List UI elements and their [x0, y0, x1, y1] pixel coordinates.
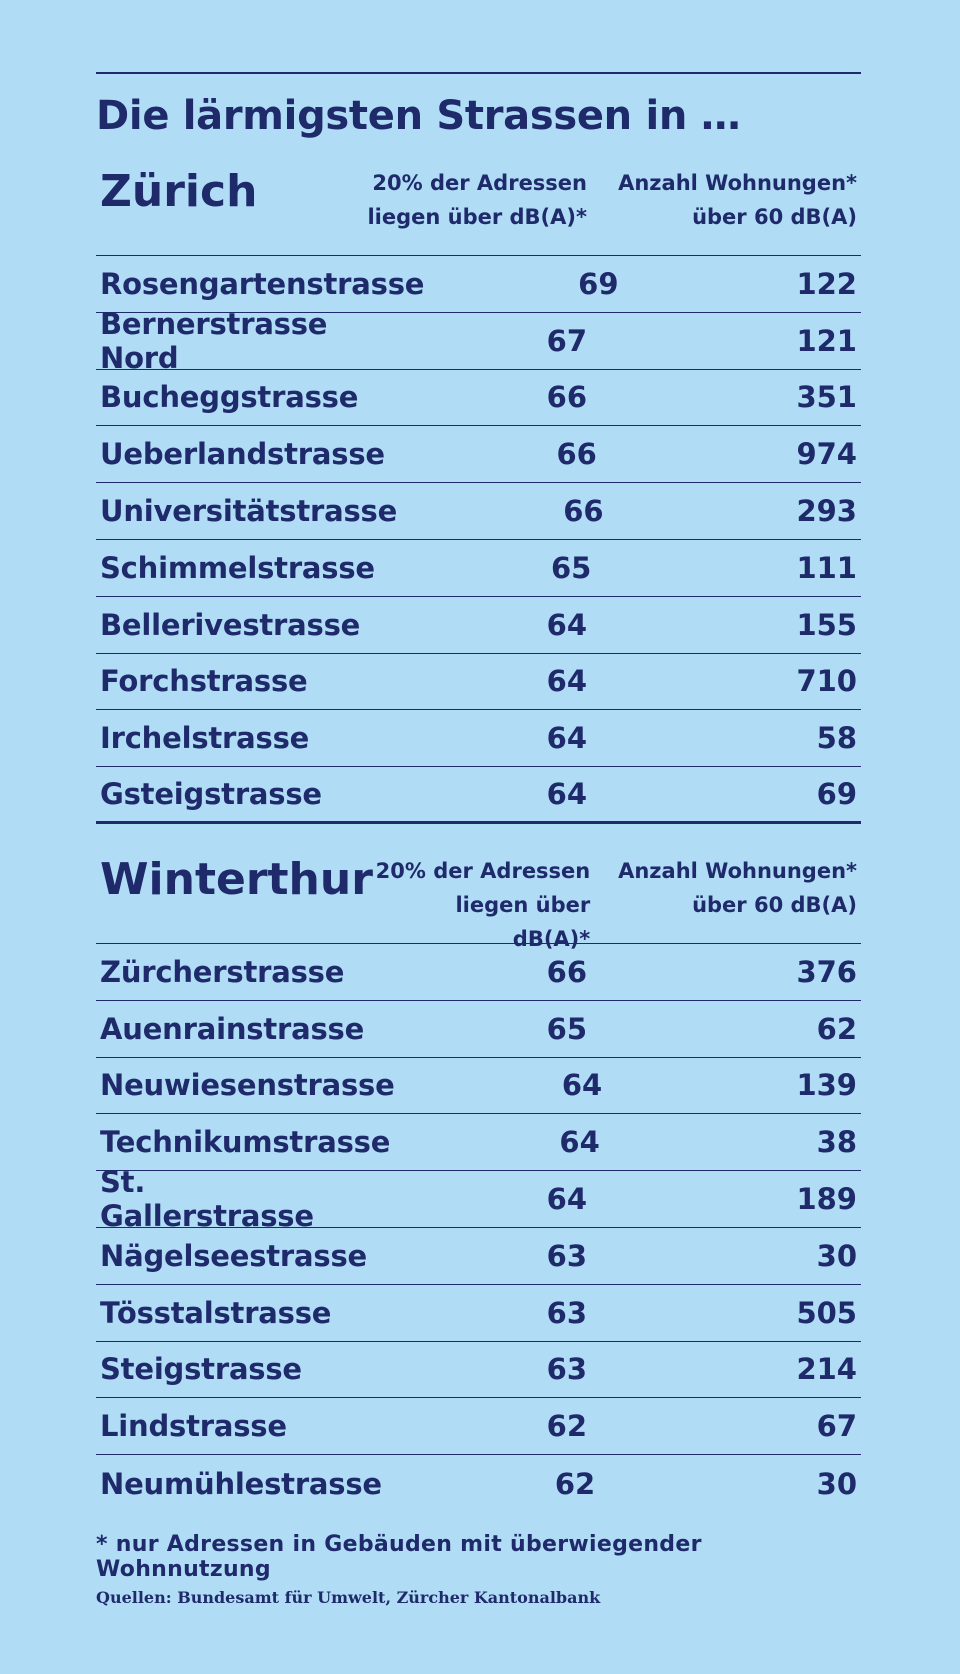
- count-value: 67: [816, 1409, 857, 1444]
- column-header-db: 20% der Adressen liegen über dB(A)*: [367, 171, 587, 229]
- street-name: Steigstrasse: [100, 1352, 302, 1387]
- street-name: Schimmelstrasse: [100, 550, 375, 585]
- count-value: 189: [796, 1182, 857, 1217]
- db-value: 65: [551, 550, 592, 585]
- db-value: 64: [546, 1182, 587, 1217]
- count-value: 58: [816, 721, 857, 756]
- table-row: [96, 540, 861, 597]
- count-value: 121: [796, 323, 857, 358]
- section-header: [96, 853, 861, 951]
- section-zurich: [96, 166, 861, 824]
- street-name: Tösstalstrasse: [100, 1295, 332, 1330]
- table-row: [96, 1001, 861, 1058]
- street-name: St. Gallerstrasse: [100, 1165, 314, 1234]
- db-value: 66: [546, 954, 587, 989]
- count-value: 293: [796, 494, 857, 529]
- table-row: [96, 1285, 861, 1342]
- count-value: 30: [816, 1238, 857, 1273]
- street-name: Neuwiesenstrasse: [100, 1068, 395, 1103]
- db-value: 66: [556, 437, 597, 472]
- count-value: 30: [816, 1466, 857, 1501]
- db-value: 64: [559, 1125, 600, 1160]
- db-value: 66: [546, 380, 587, 415]
- street-name: Zürcherstrasse: [100, 954, 345, 989]
- street-name: Technikumstrasse: [100, 1125, 391, 1160]
- street-name: Rosengartenstrasse: [100, 266, 425, 301]
- street-name: Gsteigstrasse: [100, 777, 322, 812]
- street-name: Ueberlandstrasse: [100, 437, 385, 472]
- table-body: [96, 944, 861, 1512]
- table-row: [96, 654, 861, 711]
- db-value: 66: [563, 494, 604, 529]
- count-value: 62: [816, 1011, 857, 1046]
- table-row: [96, 483, 861, 540]
- section-winterthur: [96, 854, 861, 1512]
- count-value: 376: [796, 954, 857, 989]
- table-row: [96, 306, 861, 375]
- table-row: [96, 1228, 861, 1285]
- table-row: [96, 1398, 861, 1455]
- table-row: [96, 426, 861, 483]
- db-value: 64: [546, 664, 587, 699]
- section-title: Zürich: [100, 166, 258, 217]
- count-value: 155: [796, 607, 857, 642]
- db-value: 64: [546, 607, 587, 642]
- table-row: [96, 767, 861, 824]
- db-value: 65: [546, 1011, 587, 1046]
- table-row: [96, 1455, 861, 1512]
- count-value: 351: [796, 380, 857, 415]
- footnote: * nur Adressen in Gebäuden mit überwiegender Wohnnutzung: [96, 1531, 702, 1582]
- street-name: Bernerstrasse Nord: [100, 306, 328, 375]
- count-value: 38: [816, 1125, 857, 1160]
- db-value: 69: [578, 266, 619, 301]
- column-header-count: Anzahl Wohnungen* über 60 dB(A): [618, 171, 857, 229]
- table-body: [96, 256, 861, 824]
- table-row: [96, 1342, 861, 1399]
- street-name: Forchstrasse: [100, 664, 308, 699]
- table-row: [96, 597, 861, 654]
- db-value: 64: [546, 777, 587, 812]
- content: [96, 72, 861, 1607]
- db-value: 63: [546, 1238, 587, 1273]
- db-value: 63: [546, 1352, 587, 1387]
- street-name: Irchelstrasse: [100, 721, 310, 756]
- db-value: 62: [554, 1466, 596, 1501]
- street-name: Neumühlestrasse: [100, 1466, 382, 1501]
- street-name: Universitätstrasse: [100, 494, 398, 529]
- count-value: 139: [796, 1068, 857, 1103]
- table-row: [96, 256, 861, 313]
- table-row: [96, 1114, 861, 1171]
- count-value: 974: [796, 437, 857, 472]
- table-row: [96, 370, 861, 427]
- table-row: [96, 1165, 861, 1234]
- section-header: [96, 166, 861, 256]
- section-title: Winterthur: [100, 853, 373, 905]
- street-name: Lindstrasse: [100, 1409, 287, 1444]
- street-name: Bellerivestrasse: [100, 607, 361, 642]
- page-title: Die lärmigsten Strassen in …: [96, 93, 741, 139]
- count-value: 710: [796, 664, 857, 699]
- column-header-count: Anzahl Wohnungen* über 60 dB(A): [618, 858, 857, 917]
- source-credit: Quellen: Bundesamt für Umwelt, Zürcher Kantonalbank: [96, 1587, 601, 1607]
- db-value: 67: [546, 323, 587, 358]
- count-value: 111: [796, 550, 857, 585]
- db-value: 64: [546, 721, 587, 756]
- street-name: Nägelseestrasse: [100, 1238, 367, 1273]
- count-value: 214: [796, 1352, 857, 1387]
- top-rule: [96, 72, 861, 74]
- count-value: 69: [816, 777, 857, 812]
- table-row: [96, 1058, 861, 1115]
- db-value: 64: [561, 1068, 603, 1103]
- count-value: 122: [796, 266, 857, 301]
- street-name: Auenrainstrasse: [100, 1011, 365, 1046]
- column-header-db: 20% der Adressen liegen über dB(A)*: [375, 858, 591, 951]
- db-value: 63: [546, 1295, 587, 1330]
- count-value: 505: [796, 1295, 857, 1330]
- table-row: [96, 710, 861, 767]
- db-value: 62: [546, 1409, 587, 1444]
- street-name: Bucheggstrasse: [100, 380, 359, 415]
